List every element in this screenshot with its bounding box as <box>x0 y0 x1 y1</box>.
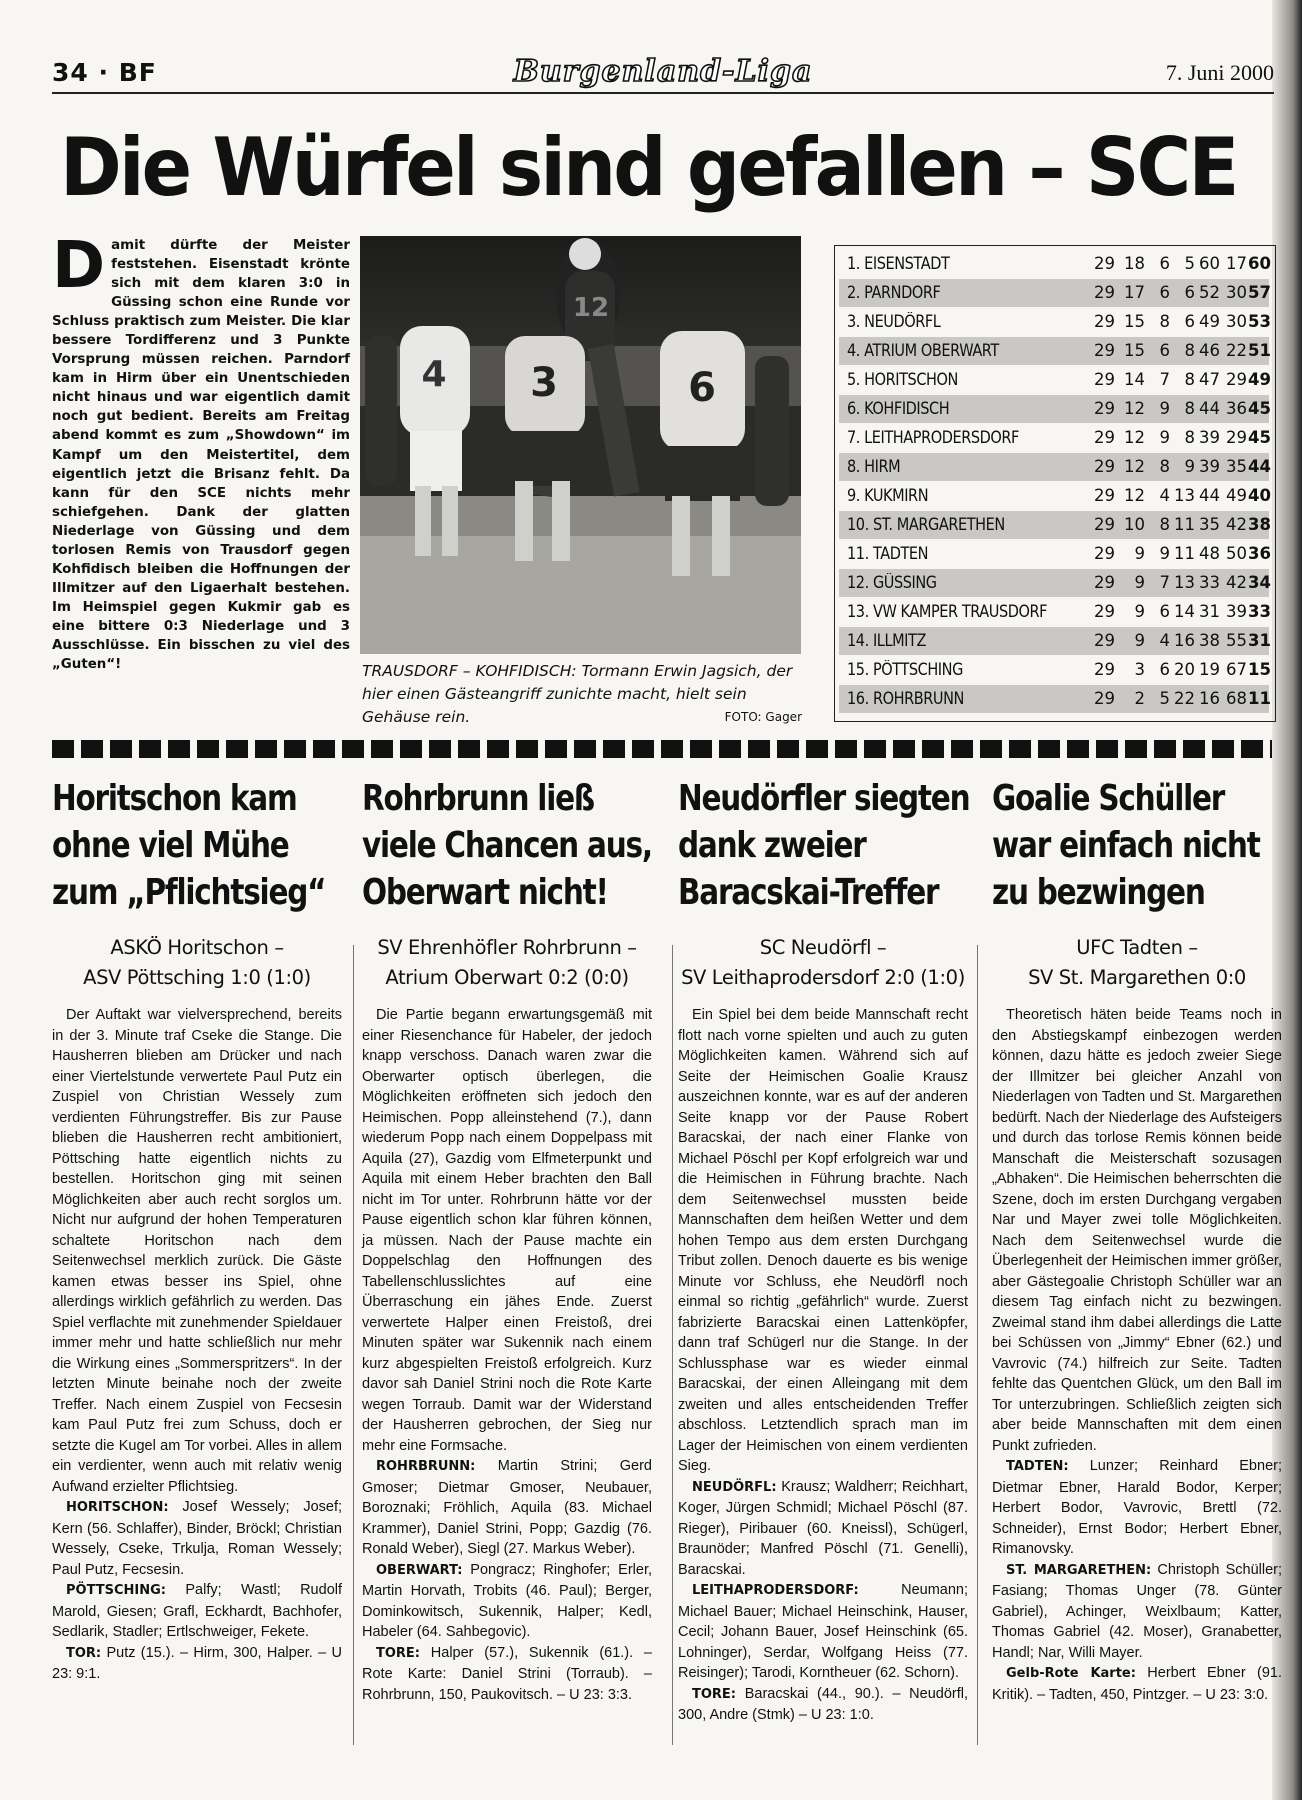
stat-g: 29 <box>1094 602 1115 621</box>
team-name: 2. PARNDORF <box>847 283 941 302</box>
team-name: 4. ATRIUM OBERWART <box>847 341 999 360</box>
stat-w: 2 <box>1134 689 1145 708</box>
table-row <box>839 395 1269 423</box>
drop-cap: D <box>52 229 106 303</box>
svg-text:4: 4 <box>421 354 447 395</box>
stat-gf: 49 <box>1199 312 1220 331</box>
table-row <box>839 685 1269 713</box>
headline-line: ohne viel Mühe <box>52 825 289 866</box>
match-line: SV Ehrenhöfler Rohrbrunn – <box>377 936 637 959</box>
stat-pts: 15 <box>1248 660 1271 679</box>
paragraph-text: Martin Strini; Gerd Gmoser; Dietmar Gmoser, Neubauer, Boroznaki; Fröhlich, Aquila (83. Michael Krammer), Daniel Strini, Popp; Gazdig (76. Ronald Weber), Siegl (27. Markus Weber). <box>362 1458 652 1557</box>
stat-g: 29 <box>1094 341 1115 360</box>
stat-ga: 67 <box>1226 660 1247 679</box>
headline-line: Horitschon kam <box>52 778 297 819</box>
stat-pts: 45 <box>1248 428 1271 447</box>
match-result <box>362 933 652 993</box>
stat-pts: 38 <box>1248 515 1271 534</box>
stat-ga: 30 <box>1226 312 1247 331</box>
stat-gf: 60 <box>1199 254 1220 273</box>
match-result <box>678 933 968 993</box>
stat-ga: 22 <box>1226 341 1247 360</box>
lineup-label: TORE: <box>376 1645 421 1661</box>
headline-line: Neudörfler siegten <box>678 778 970 819</box>
stat-g: 29 <box>1094 486 1115 505</box>
article-body <box>678 1005 968 1726</box>
paragraph-text: Krausz; Waldherr; Reichhart, Koger, Jürgen Schmidl; Michael Pöschl (87. Rieger), Piribauer (60. Kneissl), Schügerl, Braunöder; Manfred Pöschl (71. Genelli), Baracskai. <box>678 1478 968 1578</box>
stat-g: 29 <box>1094 428 1115 447</box>
stat-d: 9 <box>1159 399 1170 418</box>
paragraph-text: Putz (15.). – Hirm, 300, Halper. – U 23: 9:1. <box>52 1644 342 1682</box>
stat-l: 22 <box>1174 689 1195 708</box>
table-row <box>839 424 1269 452</box>
stat-l: 14 <box>1174 602 1195 621</box>
team-name: 11. TADTEN <box>847 544 929 563</box>
paragraph-text: Baracskai (44., 90.). – Neudörfl, 300, Andre (Stmk) – U 23: 1:0. <box>678 1685 968 1723</box>
stat-w: 18 <box>1124 254 1145 273</box>
stat-gf: 52 <box>1199 283 1220 302</box>
team-name: 6. KOHFIDISCH <box>847 399 950 418</box>
stat-l: 9 <box>1184 457 1195 476</box>
table-row <box>839 250 1269 278</box>
stat-gf: 33 <box>1199 573 1220 592</box>
article-paragraph <box>52 1643 342 1685</box>
lineup-label: PÖTTSCHING: <box>66 1583 166 1598</box>
stat-pts: 44 <box>1248 457 1271 476</box>
stat-l: 6 <box>1184 283 1195 302</box>
match-line: SV Leithaprodersdorf 2:0 (1:0) <box>681 966 965 989</box>
match-result <box>52 933 342 993</box>
stat-l: 11 <box>1174 544 1195 563</box>
section-divider <box>52 740 1272 758</box>
table-row <box>839 540 1269 568</box>
stat-ga: 50 <box>1226 544 1247 563</box>
stat-pts: 53 <box>1248 312 1271 331</box>
stat-gf: 39 <box>1199 457 1220 476</box>
table-row <box>839 453 1269 481</box>
photo-caption <box>362 660 802 729</box>
table-row <box>839 656 1269 684</box>
stat-pts: 40 <box>1248 486 1271 505</box>
stat-d: 6 <box>1159 660 1170 679</box>
stat-l: 13 <box>1174 486 1195 505</box>
paragraph-text: Neumann; Michael Bauer; Michael Heinschink, Hauser, Cecil; Johann Bauer, Josef Heinschink (65. Lohninger), Serdar, Wolfgang Heiss (77. Reisinger); Tarodi, Korntheuer (62. Schorn). <box>678 1582 968 1681</box>
stat-w: 3 <box>1134 660 1145 679</box>
headline-line: war einfach nicht <box>992 825 1260 866</box>
article-headline <box>678 775 970 916</box>
article-headline <box>362 775 652 916</box>
stat-ga: 36 <box>1226 399 1247 418</box>
lead-article <box>52 229 350 674</box>
match-line: Atrium Oberwart 0:2 (0:0) <box>385 966 629 989</box>
stat-w: 12 <box>1124 399 1145 418</box>
article-body <box>992 1005 1282 1705</box>
goalkeeper-photo-illustration <box>360 236 801 654</box>
stat-g: 29 <box>1094 631 1115 650</box>
article-paragraph <box>362 1005 652 1456</box>
paragraph-text: Der Auftakt war vielversprechend, bereits in der 3. Minute traf Cseke die Stange. Die Hausherren blieben am Drücker und nach einer Viertelstunde verwertete Paul Putz ein Zuspiel von Christian Wessely zum verdienten Führungstreffer. Bis zur Pause blieben die Hausherren recht ambitioniert, Pöttsching hatte eigentlich nichts zu bestellen. Horitschon ging mit seinen Möglichkeiten aber auch recht sorglos um. Nicht nur aufgrund der hohen Temperaturen schaltete Horitschon nach dem Seitenwechsel merklich zurück. Die Gäste kamen etwas besser ins Spiel, ohne allerdings wirklich gefährlich zu werden. Das Spiel verflachte mit zunehmender Spieldauer immer mehr und hatte schließlich nur mehr die Wirkung eines „Sommerspritzers“. In der letzten Minute beinahe noch der zweite Treffer. Nach einem Zuspiel von Fecsesin kam Paul Putz frei zum Schuss, doch er setzte die Kugel am Tor vorbei. Alles in allem ein verdienter, wenn auch mit relativ wenig Aufwand erzielter Pflichtsieg. <box>52 1007 342 1495</box>
match-photo <box>360 236 801 654</box>
match-line: ASV Pöttsching 1:0 (1:0) <box>83 966 311 989</box>
stat-ga: 29 <box>1226 428 1247 447</box>
table-row <box>839 308 1269 336</box>
stat-l: 16 <box>1174 631 1195 650</box>
match-line: UFC Tadten – <box>1076 936 1198 959</box>
stat-l: 5 <box>1184 254 1195 273</box>
table-row <box>839 482 1269 510</box>
stat-l: 8 <box>1184 341 1195 360</box>
stat-d: 7 <box>1159 370 1170 389</box>
stat-w: 9 <box>1134 631 1145 650</box>
article-paragraph <box>992 1663 1282 1705</box>
stat-d: 8 <box>1159 515 1170 534</box>
article-headline <box>992 775 1260 916</box>
headline-line: Baracskai-Treffer <box>678 872 939 913</box>
stat-g: 29 <box>1094 573 1115 592</box>
stat-pts: 49 <box>1248 370 1271 389</box>
lineup-label: TOR: <box>66 1645 102 1661</box>
stat-l: 20 <box>1174 660 1195 679</box>
stat-ga: 17 <box>1226 254 1247 273</box>
match-line: SC Neudörfl – <box>759 936 887 959</box>
stat-ga: 29 <box>1226 370 1247 389</box>
stat-pts: 11 <box>1248 689 1271 708</box>
stat-pts: 60 <box>1248 254 1271 273</box>
lineup-label: LEITHAPRODERSDORF: <box>692 1583 859 1598</box>
article-paragraph <box>992 1456 1282 1560</box>
stat-gf: 16 <box>1199 689 1220 708</box>
stat-pts: 34 <box>1248 573 1271 592</box>
headline-line: zu bezwingen <box>992 872 1205 913</box>
stat-d: 4 <box>1159 486 1170 505</box>
lineup-label: ROHRBRUNN: <box>376 1459 476 1474</box>
team-name: 9. KUKMIRN <box>847 486 929 505</box>
team-name: 15. PÖTTSCHING <box>847 660 963 679</box>
stat-w: 14 <box>1124 370 1145 389</box>
stat-gf: 44 <box>1199 399 1220 418</box>
paragraph-text: Halper (57.), Sukennik (61.). – Rote Karte: Daniel Strini (Torraub). – Rohrbrunn, 150, Paukovitsch. – U 23: 3:3. <box>362 1644 652 1703</box>
stat-w: 9 <box>1134 544 1145 563</box>
stat-l: 8 <box>1184 399 1195 418</box>
table-row <box>839 569 1269 597</box>
stat-pts: 45 <box>1248 399 1271 418</box>
stat-g: 29 <box>1094 399 1115 418</box>
article-paragraph <box>52 1580 342 1643</box>
column-rule <box>977 945 978 1745</box>
photo-credit: FOTO: Gager <box>724 710 802 724</box>
lead-text: amit dürfte der Meister feststehen. Eisenstadt krönte sich mit dem klaren 3:0 in Güssing schon eine Runde vor Schluss praktisch zum Meister. Die klar bessere Tordifferenz und 3 Punkte Vorsprung müssen reichen. Parndorf kam in Hirm über ein Unentschieden nicht hinaus und war eigentlich damit noch gut bedient. Bereits am Freitag abend kommt es zum „Showdown“ im Kampf um den Meistertitel, dem eigentlich jetzt die Brisanz fehlt. Da kann für den SCE nichts mehr schiefgehen. Dank der glatten Niederlage von Güssing und dem torlosen Remis von Trausdorf gegen Kohfidisch bleiben die Hoffnungen der Illmitzer auf den Ligaerhalt bestehen. Im Heimspiel gegen Kukmir gab es eine bittere 0:3 Niederlage und 3 Ausschlüsse. Ein bisschen zu viel des „Guten“! <box>52 238 350 673</box>
team-name: 1. EISENSTADT <box>847 254 950 273</box>
lineup-label: ST. MARGARETHEN: <box>1006 1562 1152 1578</box>
stat-gf: 46 <box>1199 341 1220 360</box>
column-rule <box>353 945 354 1745</box>
stat-gf: 47 <box>1199 370 1220 389</box>
match-line: ASKÖ Horitschon – <box>110 936 284 959</box>
stat-gf: 44 <box>1199 486 1220 505</box>
article-paragraph <box>678 1580 968 1684</box>
table-row <box>839 366 1269 394</box>
svg-text:3: 3 <box>530 360 558 406</box>
article-paragraph <box>362 1456 652 1560</box>
team-name: 5. HORITSCHON <box>847 370 958 389</box>
lineup-label: NEUDÖRFL: <box>692 1479 777 1495</box>
stat-w: 15 <box>1124 312 1145 331</box>
article-body <box>52 1005 342 1685</box>
stat-gf: 48 <box>1199 544 1220 563</box>
lineup-label: Gelb-Rote Karte: <box>1006 1666 1136 1681</box>
stat-gf: 31 <box>1199 602 1220 621</box>
team-name: 10. ST. MARGARETHEN <box>847 515 1005 534</box>
paragraph-text: Theoretisch häten beide Teams noch in den Abstiegskampf einbezogen werden können, dazu hätte es jedoch zweier Siege der Illmitzer bei gleicher Anzahl von Niederlagen von Tadten und St. Margarethen bedürft. Nach der Niederlage des Aufsteigers und durch das torlose Remis können beide Manschaft die Meisterschaft sozusagen „Abhaken“. Die Heimischen beherrschten die Szene, doch im ersten Durchgang vergaben Nar und Mayer zwei tolle Möglichkeiten. Nach dem Seitenwechsel wurde die Überlegenheit der Heimischen immer größer, aber Gästegoalie Christoph Schüller war an diesem Tag einfach nicht zu bezwingen. Zweimal stand ihm dabei allerdings die Latte bei Schüssen von „Jimmy“ Ebner (62.) und Vavrovic (74.) hilfreich zur Seite. Tadten fehlte das Quentchen Glück, um den Ball im Tor unterzubringen. Schließlich zeigten sich aber beide Mannschaften mit dem einen Punkt zufrieden. <box>992 1007 1282 1454</box>
stat-g: 29 <box>1094 254 1115 273</box>
stat-g: 29 <box>1094 457 1115 476</box>
stat-ga: 68 <box>1226 689 1247 708</box>
stat-pts: 51 <box>1248 341 1271 360</box>
stat-w: 17 <box>1124 283 1145 302</box>
paragraph-text: Christoph Schüller; Fasiang; Thomas Unger (78. Günter Gabriel), Achinger, Weixlbaum; Katter, Thomas Gabriel (42. Moser), Granabetter, Handl; Nar, Willi Mayer. <box>992 1561 1283 1661</box>
table-row <box>839 511 1269 539</box>
caption-text: TRAUSDORF – KOHFIDISCH: Tormann Erwin Jagsich, der hier einen Gästeangriff zunichte macht, hielt sein Gehäuse rein. <box>362 662 793 726</box>
article-paragraph <box>678 1005 968 1477</box>
stat-d: 4 <box>1159 631 1170 650</box>
team-name: 3. NEUDÖRFL <box>847 312 941 331</box>
stat-g: 29 <box>1094 689 1115 708</box>
stat-g: 29 <box>1094 370 1115 389</box>
stat-pts: 33 <box>1248 602 1271 621</box>
match-line: SV St. Margarethen 0:0 <box>1028 966 1246 989</box>
stat-d: 7 <box>1159 573 1170 592</box>
stat-ga: 35 <box>1226 457 1247 476</box>
article-body <box>362 1005 652 1705</box>
paragraph-text: Ein Spiel bei dem beide Mannschaft recht flott nach vorne spielten und auch zu guten Möglichkeiten kamen. Während sich auf Seite der Heimischen Goalie Krausz auszeichnen konnte, war es auf der anderen Seite knapp vor der Pause Robert Baracskai, der nach einer Flanke von Michael Pöschl per Kopf erfolgreich war und die Heimischen in Führung brachte. Nach dem Seitenwechsel mussten beide Mannschaften dem heißen Wetter und dem hohen Tempo aus dem ersten Durchgang Tribut zollen. Denoch dauerte es bis wenige Minute vor Schluss, ehe Neudörfl noch einmal so richtig „gefährlich“ wurde. Zuerst fabrizierte Baracskai einen Lattenköpfer, dann traf Schügerl nur die Stange. In der Schlussphase war es wieder einmal Baracskai, der einen Alleingang mit dem zweiten und alles entscheidenden Treffer abschloss. Letztendlich sprach man im Lager der Heimischen von einem verdienten Sieg. <box>678 1007 968 1474</box>
article-paragraph <box>362 1560 652 1643</box>
table-row <box>839 279 1269 307</box>
main-headline: Die Würfel sind gefallen – SCE <box>60 121 1237 214</box>
stat-w: 9 <box>1134 602 1145 621</box>
stat-w: 12 <box>1124 457 1145 476</box>
stat-d: 8 <box>1159 457 1170 476</box>
stat-ga: 30 <box>1226 283 1247 302</box>
stat-w: 12 <box>1124 486 1145 505</box>
league-table <box>834 245 1276 722</box>
stat-gf: 35 <box>1199 515 1220 534</box>
headline-line: Goalie Schüller <box>992 778 1225 819</box>
stat-d: 8 <box>1159 312 1170 331</box>
stat-ga: 39 <box>1226 602 1247 621</box>
column-rule <box>672 945 673 1745</box>
paragraph-text: Pongracz; Ringhofer; Erler, Martin Horvath, Trobits (46. Paul); Berger, Dominkowitsch, Sukennik, Halper; Kedl, Habeler (64. Sahbegovic). <box>362 1561 652 1640</box>
page-header <box>52 52 1274 94</box>
stat-w: 9 <box>1134 573 1145 592</box>
lineup-label: TORE: <box>692 1686 737 1702</box>
stat-gf: 39 <box>1199 428 1220 447</box>
stat-d: 6 <box>1159 341 1170 360</box>
stat-g: 29 <box>1094 660 1115 679</box>
stat-ga: 42 <box>1226 573 1247 592</box>
stat-d: 9 <box>1159 428 1170 447</box>
stat-gf: 38 <box>1199 631 1220 650</box>
headline-line: zum „Pflichtsieg“ <box>52 872 326 913</box>
article-horitschon <box>52 775 343 1682</box>
stat-g: 29 <box>1094 544 1115 563</box>
stat-l: 11 <box>1174 515 1195 534</box>
article-headline <box>52 775 326 916</box>
page-number: 34 · BF <box>52 58 157 87</box>
article-rohrbrunn <box>362 775 652 1703</box>
stat-w: 12 <box>1124 428 1145 447</box>
stat-ga: 55 <box>1226 631 1247 650</box>
lineup-label: HORITSCHON: <box>66 1500 169 1515</box>
stat-l: 6 <box>1184 312 1195 331</box>
paragraph-text: Lunzer; Reinhard Ebner; Dietmar Ebner, Harald Bodor, Kerper; Herbert Bodor, Vavrovic, Brettl (72. Schneider), Ernst Bodor; Herbert Ebner, Rimanovsky. <box>992 1458 1282 1557</box>
team-name: 16. ROHRBRUNN <box>847 689 964 708</box>
paragraph-text: Palfy; Wastl; Rudolf Marold, Giesen; Grafl, Eckhardt, Bachhofer, Sedlarik, Stadler; Ertlschweiger, Fekete. <box>52 1582 343 1640</box>
article-paragraph <box>678 1684 968 1726</box>
stat-d: 6 <box>1159 283 1170 302</box>
article-paragraph <box>52 1497 342 1580</box>
match-result <box>992 933 1282 993</box>
headline-line: Oberwart nicht! <box>362 872 608 913</box>
article-tadten <box>992 775 1283 1703</box>
stat-d: 9 <box>1159 544 1170 563</box>
stat-g: 29 <box>1094 283 1115 302</box>
table-row <box>839 598 1269 626</box>
stat-w: 15 <box>1124 341 1145 360</box>
article-paragraph <box>678 1477 968 1581</box>
team-name: 12. GÜSSING <box>847 573 937 592</box>
stat-g: 29 <box>1094 515 1115 534</box>
table-row <box>839 337 1269 365</box>
lineup-label: TADTEN: <box>1006 1459 1069 1474</box>
svg-text:6: 6 <box>688 365 716 411</box>
stat-g: 29 <box>1094 312 1115 331</box>
stat-d: 6 <box>1159 254 1170 273</box>
stat-d: 6 <box>1159 602 1170 621</box>
headline-line: Rohrbrunn ließ <box>362 778 594 819</box>
article-paragraph <box>992 1005 1282 1456</box>
section-title: Burgenland-Liga <box>513 54 813 89</box>
stat-w: 10 <box>1124 515 1145 534</box>
headline-line: viele Chancen aus, <box>362 825 652 866</box>
stat-l: 8 <box>1184 428 1195 447</box>
stat-pts: 57 <box>1248 283 1271 302</box>
issue-date: 7. Juni 2000 <box>1165 60 1274 85</box>
stat-ga: 42 <box>1226 515 1247 534</box>
team-name: 8. HIRM <box>847 457 901 476</box>
paragraph-text: Herbert Ebner (91. Kritik). – Tadten, 450, Pintzger. – U 23: 3:0. <box>992 1665 1282 1703</box>
stat-gf: 19 <box>1199 660 1220 679</box>
article-paragraph <box>992 1560 1282 1664</box>
stat-d: 5 <box>1159 689 1170 708</box>
article-neudoerfl <box>678 775 970 1723</box>
paragraph-text: Josef Wessely; Josef; Kern (56. Schlaffer), Binder, Bröckl; Christian Wessely, Cseke, Trkulja, Roman Wessely; Paul Putz, Fecsesin. <box>52 1499 343 1578</box>
stat-l: 13 <box>1174 573 1195 592</box>
team-name: 14. ILLMITZ <box>847 631 926 650</box>
stat-ga: 49 <box>1226 486 1247 505</box>
table-row <box>839 627 1269 655</box>
article-paragraph <box>52 1005 342 1497</box>
paragraph-text: Die Partie begann erwartungsgemäß mit einer Riesenchance für Habeler, der jedoch knapp verschoss. Danach waren zwar die Oberwarter optisch überlegen, die Möglichkeiten eröffneten sich jedoch den Heimischen. Popp alleinstehend (7.), dann wiederum Popp nach einem Doppelpass mit Aquila (27), Gazdig vom Elfmeterpunkt und Aquila mit einem Heber brachten den Ball nicht im Tor unter. Rohrbrunn hätte vor der Pause eigentlich schon klar führen können, ja müssen. Nach der Pause machte ein Doppelschlag den Hoffnungen des Tabellenschlusslichtes auf eine Überraschung ein jähes Ende. Zuerst verwertete Halper einen Freistoß, drei Minuten später war Sukennik nach einem kurz abgespielten Freistoß erfolgreich. Kurz davor sah Daniel Strini noch die Rote Karte wegen Torraub. Damit war der Widerstand der Hausherren gebrochen, der Sieg nur mehr eine Formsache. <box>362 1007 652 1454</box>
lineup-label: OBERWART: <box>376 1562 463 1578</box>
stat-pts: 36 <box>1248 544 1271 563</box>
article-paragraph <box>362 1643 652 1706</box>
team-name: 7. LEITHAPRODERSDORF <box>847 428 1019 447</box>
svg-text:12: 12 <box>572 293 610 323</box>
headline-line: dank zweier <box>678 825 866 866</box>
team-name: 13. VW KAMPER TRAUSDORF <box>847 602 1048 621</box>
stat-l: 8 <box>1184 370 1195 389</box>
stat-pts: 31 <box>1248 631 1271 650</box>
